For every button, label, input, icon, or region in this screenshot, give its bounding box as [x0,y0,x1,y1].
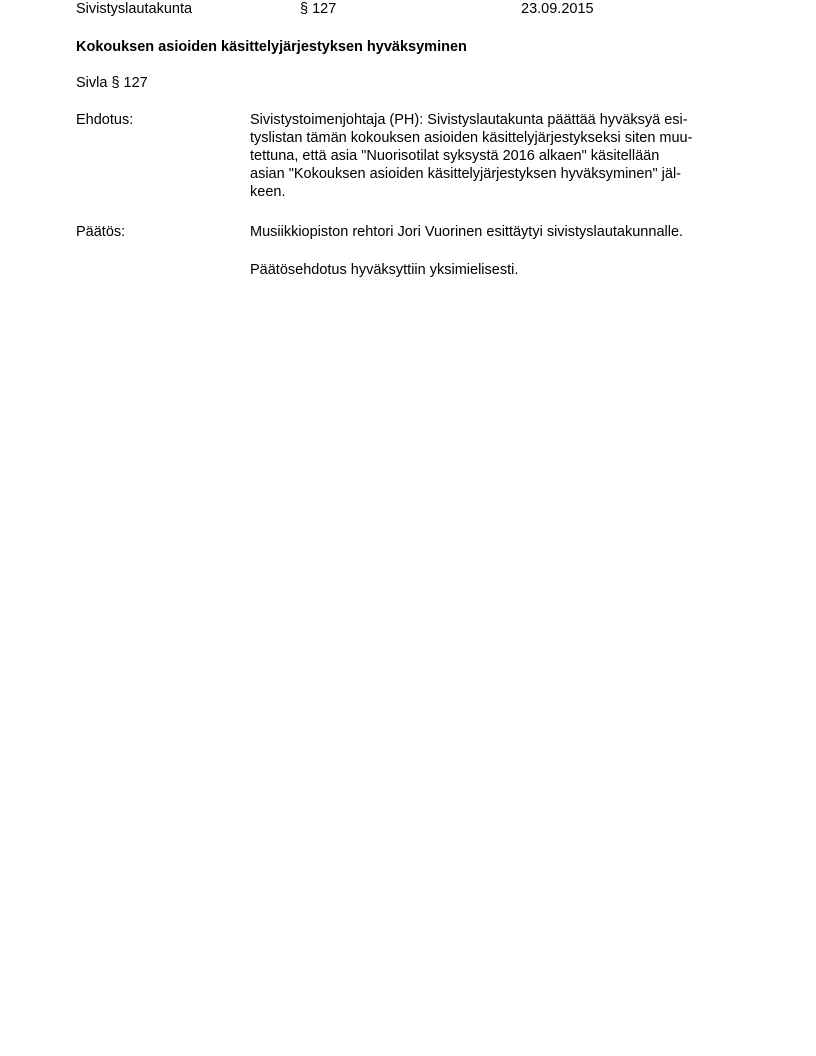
section-number: § 127 [300,1,337,17]
decision-paragraph [250,223,742,241]
proposal-line: Sivistystoimenjohtaja (PH): Sivistyslautakunta päättää hyväksyä esi- [250,112,688,128]
decision-label: Päätös: [76,224,126,240]
decision-text: Päätösehdotus hyväksyttiin yksimielisesti. [250,262,519,278]
document-header [0,0,816,18]
decision-paragraph [250,261,742,279]
proposal-text [250,111,742,201]
proposal-line: tettuna, että asia "Nuorisotilat syksystä 2016 alkaen" käsitellään [250,148,660,164]
proposal-line: tyslistan tämän kokouksen asioiden käsittelyjärjestykseksi siten muu- [250,130,693,146]
meeting-date: 23.09.2015 [521,1,594,17]
document-title: Kokouksen asioiden käsittelyjärjestyksen hyväksyminen [76,39,467,55]
proposal-line: keen. [250,184,286,200]
section-reference: Sivla § 127 [76,75,148,91]
proposal-label: Ehdotus: [76,112,134,128]
proposal-line: asian "Kokouksen asioiden käsittelyjärjestyksen hyväksyminen" jäl- [250,166,681,182]
committee-name: Sivistyslautakunta [76,1,193,17]
decision-text: Musiikkiopiston rehtori Jori Vuorinen esittäytyi sivistyslautakunnalle. [250,224,684,240]
